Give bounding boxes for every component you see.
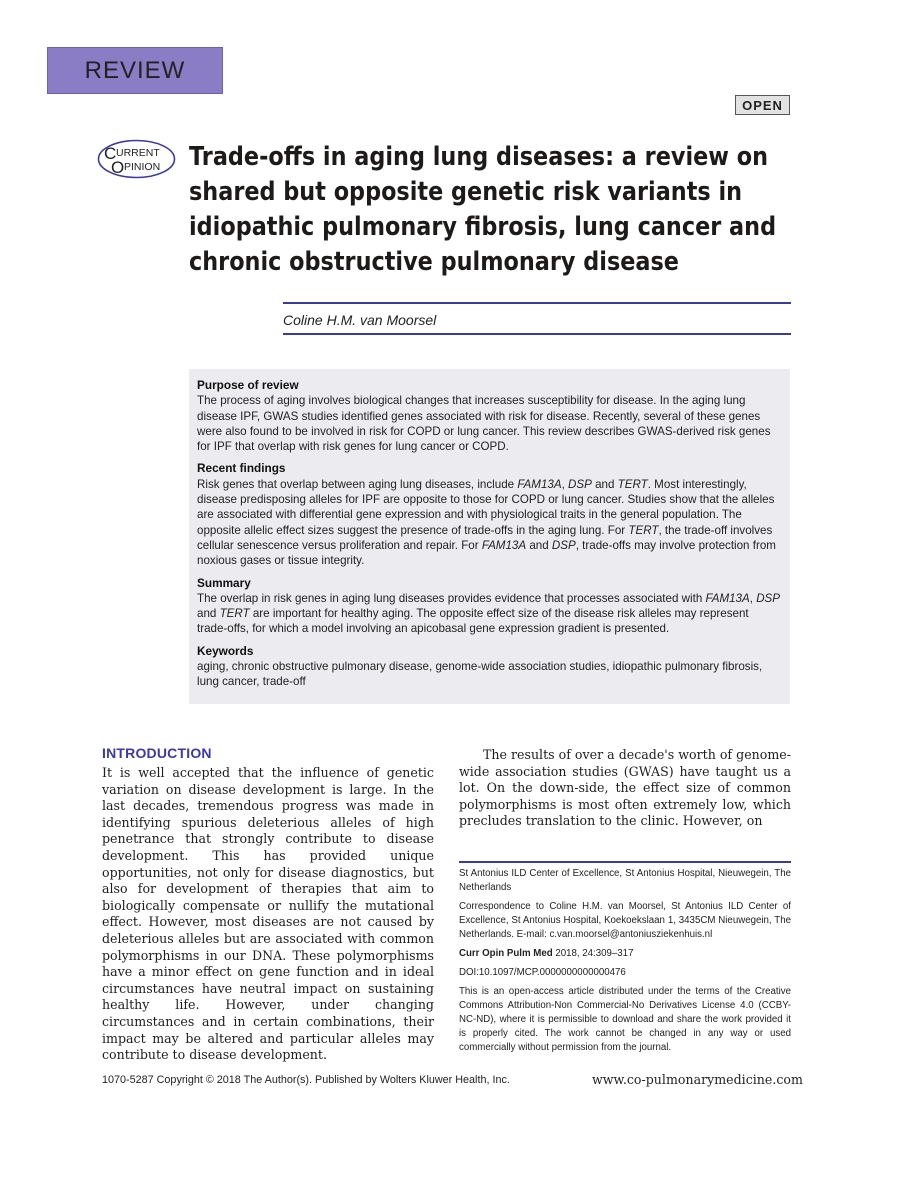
keywords-text: aging, chronic obstructive pulmonary disease, genome-wide association studies, idiopathic pulmonary fibrosis, lung cancer, trade-off (197, 660, 763, 689)
gene-name: DSP (756, 591, 781, 605)
gene-name: FAM13A (705, 591, 750, 605)
gene-name: TERT (219, 607, 250, 621)
abstract-box (189, 369, 790, 704)
author-divider-bottom (283, 333, 791, 335)
author-name: Coline H.M. van Moorsel (283, 312, 437, 328)
title-line: chronic obstructive pulmonary disease (189, 247, 679, 277)
summary-text: The overlap in risk genes in aging lung diseases provides evidence that processes associated with FAM13A, DSP and TERT are important for healthy aging. The opposite effect size of the disease risk alleles may represent trade-offs, for which a model involving an apicobasal gene expression gradient is presented. (197, 591, 781, 636)
gene-name: TERT (628, 523, 659, 537)
title-line: Trade-offs in aging lung diseases: a review on (189, 142, 768, 172)
citation-detail: 2018, 24:309–317 (552, 948, 634, 959)
gene-name: FAM13A (481, 538, 527, 552)
summary-heading: Summary (197, 575, 251, 590)
keywords-heading: Keywords (197, 643, 254, 658)
gene-name: DSP (568, 477, 592, 491)
gwas-paragraph: The results of over a decade's worth of genome-wide association studies (GWAS) have taught us a lot. On the down-side, the effect size of common polymorphisms is most often extremely low, which precludes translation to the clinic. However, on (459, 747, 791, 829)
right-column (459, 747, 791, 830)
journal-website: www.co-pulmonarymedicine.com (592, 1072, 803, 1087)
introduction-paragraph: It is well accepted that the influence of genetic variation on disease development is large. In the last decades, tremendous progress was made in identifying spurious deleterious alleles of high penetrance that strongly contribute to disease development. This has provided unique opportunities, not only for disease diagnostics, but also for development of therapies that aim to biologically compensate or nullify the mutational effect. However, most diseases are not caused by deleterious alleles but are associated with common polymorphisms in our DNA. These polymorphisms have a minor effect on gene function and in ideal circumstances have neutral impact on sustaining healthy life. However, under changing circumstances and in certain combinations, their impact may be altered and particular alleles may contribute to disease development. (102, 765, 434, 1063)
citation-journal: Curr Opin Pulm Med (459, 948, 553, 959)
logo-letter-c: C (104, 144, 117, 163)
copyright-footer: 1070-5287 Copyright © 2018 The Author(s). Published by Wolters Kluwer Health, Inc. (102, 1074, 510, 1086)
logo-letter-o: O (111, 158, 125, 177)
article-notes (459, 867, 791, 1060)
logo-text-opinion: PINION (124, 161, 161, 173)
gene-name: TERT (617, 477, 648, 491)
current-opinion-logo (97, 139, 176, 179)
citation-note (459, 947, 791, 961)
introduction-heading: INTRODUCTION (102, 745, 212, 761)
findings-heading: Recent findings (197, 461, 286, 476)
doi-note: DOI:10.1097/MCP.0000000000000476 (459, 967, 626, 978)
purpose-text: The process of aging involves biological changes that increases susceptibility for disease. In the aging lung disease IPF, GWAS studies identified genes associated with risk for disease. Recently, several of these genes were also found to be involved in risk for COPD or lung cancer. This review describes GWAS-derived risk genes for IPF that overlap with risk genes for lung cancer or COPD. (197, 394, 771, 454)
purpose-heading: Purpose of review (197, 378, 299, 392)
author-divider-top (283, 302, 791, 304)
logo-text-current: URRENT (116, 147, 160, 159)
license-note: This is an open-access article distributed under the terms of the Creative Commons Attribution-Non Commercial-No Derivatives License 4.0 (CCBY-NC-ND), where it is permissible to download and share the work provided it is properly cited. The work cannot be changed in any way or used commercially without permission from the journal. (459, 986, 791, 1053)
title-line: idiopathic pulmonary fibrosis, lung cancer and (189, 212, 777, 242)
findings-text: Risk genes that overlap between aging lung diseases, include FAM13A, DSP and TERT. Most interestingly, disease predisposing alleles for IPF are opposite to those for COPD or lung cancer. Studies show that the alleles are associated with differential gene expression and with physiological traits in the general population. The opposite allelic effect sizes suggest the presence of trade-offs in the aging lung. For TERT, the trade-off involves cellular senescence versus proliferation and repair. For FAM13A and DSP, trade-offs may involve protection from noxious gases or tissue integrity. (197, 477, 776, 568)
footnote-divider (459, 861, 791, 863)
gene-name: FAM13A (517, 477, 562, 491)
section-label: REVIEW (84, 56, 186, 84)
gene-name: DSP (551, 538, 576, 552)
open-access-badge: OPEN (735, 95, 790, 115)
affiliation-note: St Antonius ILD Center of Excellence, St Antonius Hospital, Nieuwegein, The Netherlands (459, 868, 791, 893)
title-line: shared but opposite genetic risk variants in (189, 177, 743, 207)
correspondence-note: Correspondence to Coline H.M. van Moorsel, St Antonius ILD Center of Excellence, St Antonius Hospital, Koekoekslaan 1, 3435CM Nieuwegein, The Netherlands. E-mail: c.van.moorsel@antoniusziekenhuis.nl (459, 901, 791, 940)
left-column (102, 745, 434, 1064)
section-label-box (47, 47, 223, 94)
article-title (189, 140, 777, 280)
